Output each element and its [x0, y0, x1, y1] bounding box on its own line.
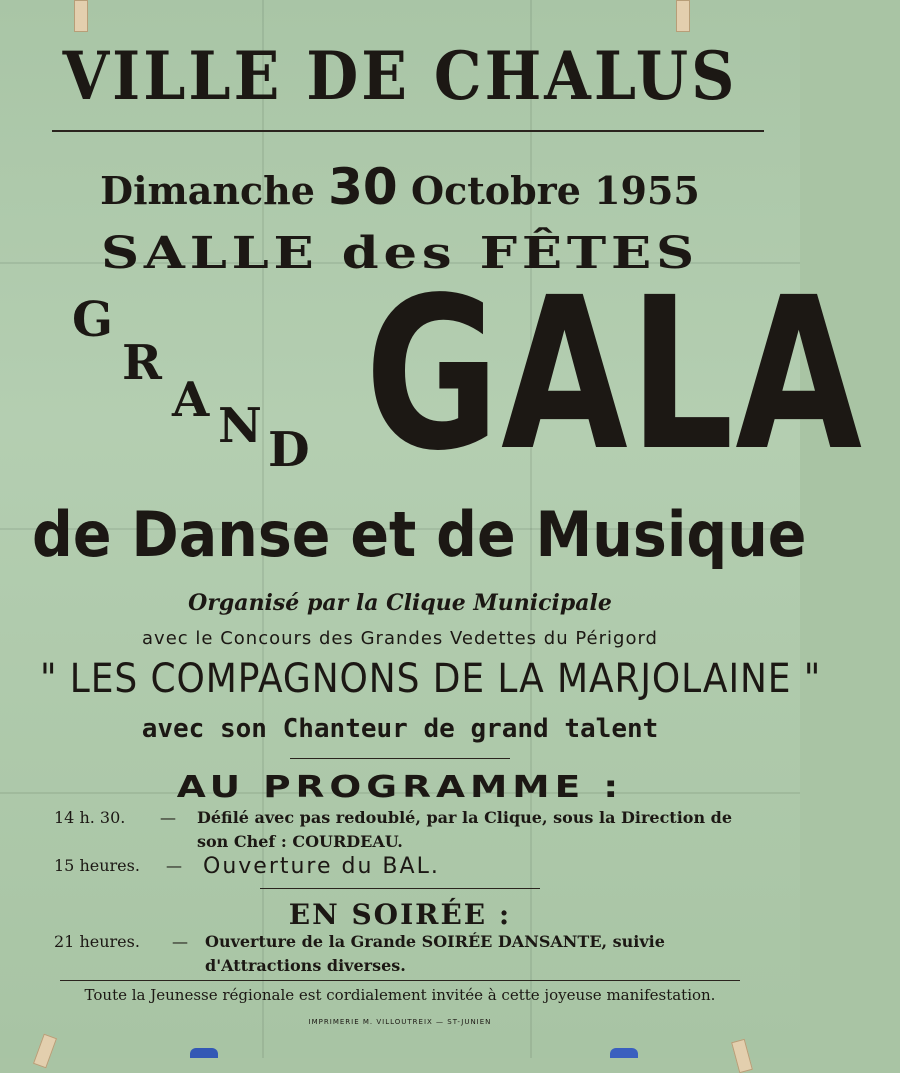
divider — [60, 980, 740, 981]
clothespin — [676, 0, 690, 32]
divider — [52, 130, 764, 132]
group-name: " LES COMPAGNONS DE LA MARJOLAINE " — [40, 656, 822, 702]
programme-time: 15 heures. — [54, 856, 140, 875]
clothespin — [74, 0, 88, 32]
event-subtitle: de Danse et de Musique — [32, 498, 807, 571]
singer: avec son Chanteur de grand talent — [141, 714, 659, 744]
date-prefix: Dimanche — [100, 168, 315, 213]
grand-letter: A — [172, 372, 210, 428]
grand-letter: D — [268, 422, 310, 478]
programme-dash: — — [166, 856, 182, 875]
organiser: Organisé par la Clique Municipale — [188, 590, 612, 616]
evening-text: Ouverture de la Grande SOIRÉE DANSANTE, suivie — [205, 932, 665, 951]
edge-mark — [190, 1048, 218, 1058]
grand-letter: N — [218, 398, 262, 454]
date-day: 30 — [328, 158, 398, 216]
evening-time: 21 heures. — [54, 932, 140, 951]
divider — [290, 758, 510, 759]
printer-credit: IMPRIMERIE M. VILLOUTREIX — ST-JUNIEN — [308, 1018, 492, 1026]
event-date — [0, 158, 800, 216]
evening-heading: EN SOIRÉE : — [288, 898, 512, 931]
edge-mark — [610, 1048, 638, 1058]
programme-text: Défilé avec pas redoublé, par la Clique, sous la Direction de — [197, 808, 733, 827]
invitation: Toute la Jeunesse régionale est cordialement invitée à cette joyeuse manifestation. — [84, 986, 716, 1004]
evening-dash: — — [172, 932, 188, 951]
clothespin — [33, 1034, 57, 1069]
poster-title: VILLE DE CHALUS — [62, 38, 738, 116]
programme-heading: AU PROGRAMME : — [176, 770, 624, 805]
grand-letter: G — [72, 292, 113, 348]
date-suffix: Octobre 1955 — [410, 168, 700, 213]
programme-text: Ouverture du BAL. — [203, 854, 440, 879]
clothespin — [731, 1039, 753, 1073]
evening-text: d'Attractions diverses. — [205, 956, 406, 975]
venue: SALLE des FÊTES — [100, 228, 699, 279]
concours: avec le Concours des Grandes Vedettes du Périgord — [142, 628, 658, 649]
programme-time: 14 h. 30. — [54, 808, 126, 827]
programme-text: son Chef : COURDEAU. — [197, 832, 403, 851]
grand-letter: R — [122, 335, 162, 391]
gala-heading: GALA — [365, 252, 864, 497]
programme-dash: — — [160, 808, 176, 827]
divider — [260, 888, 540, 889]
